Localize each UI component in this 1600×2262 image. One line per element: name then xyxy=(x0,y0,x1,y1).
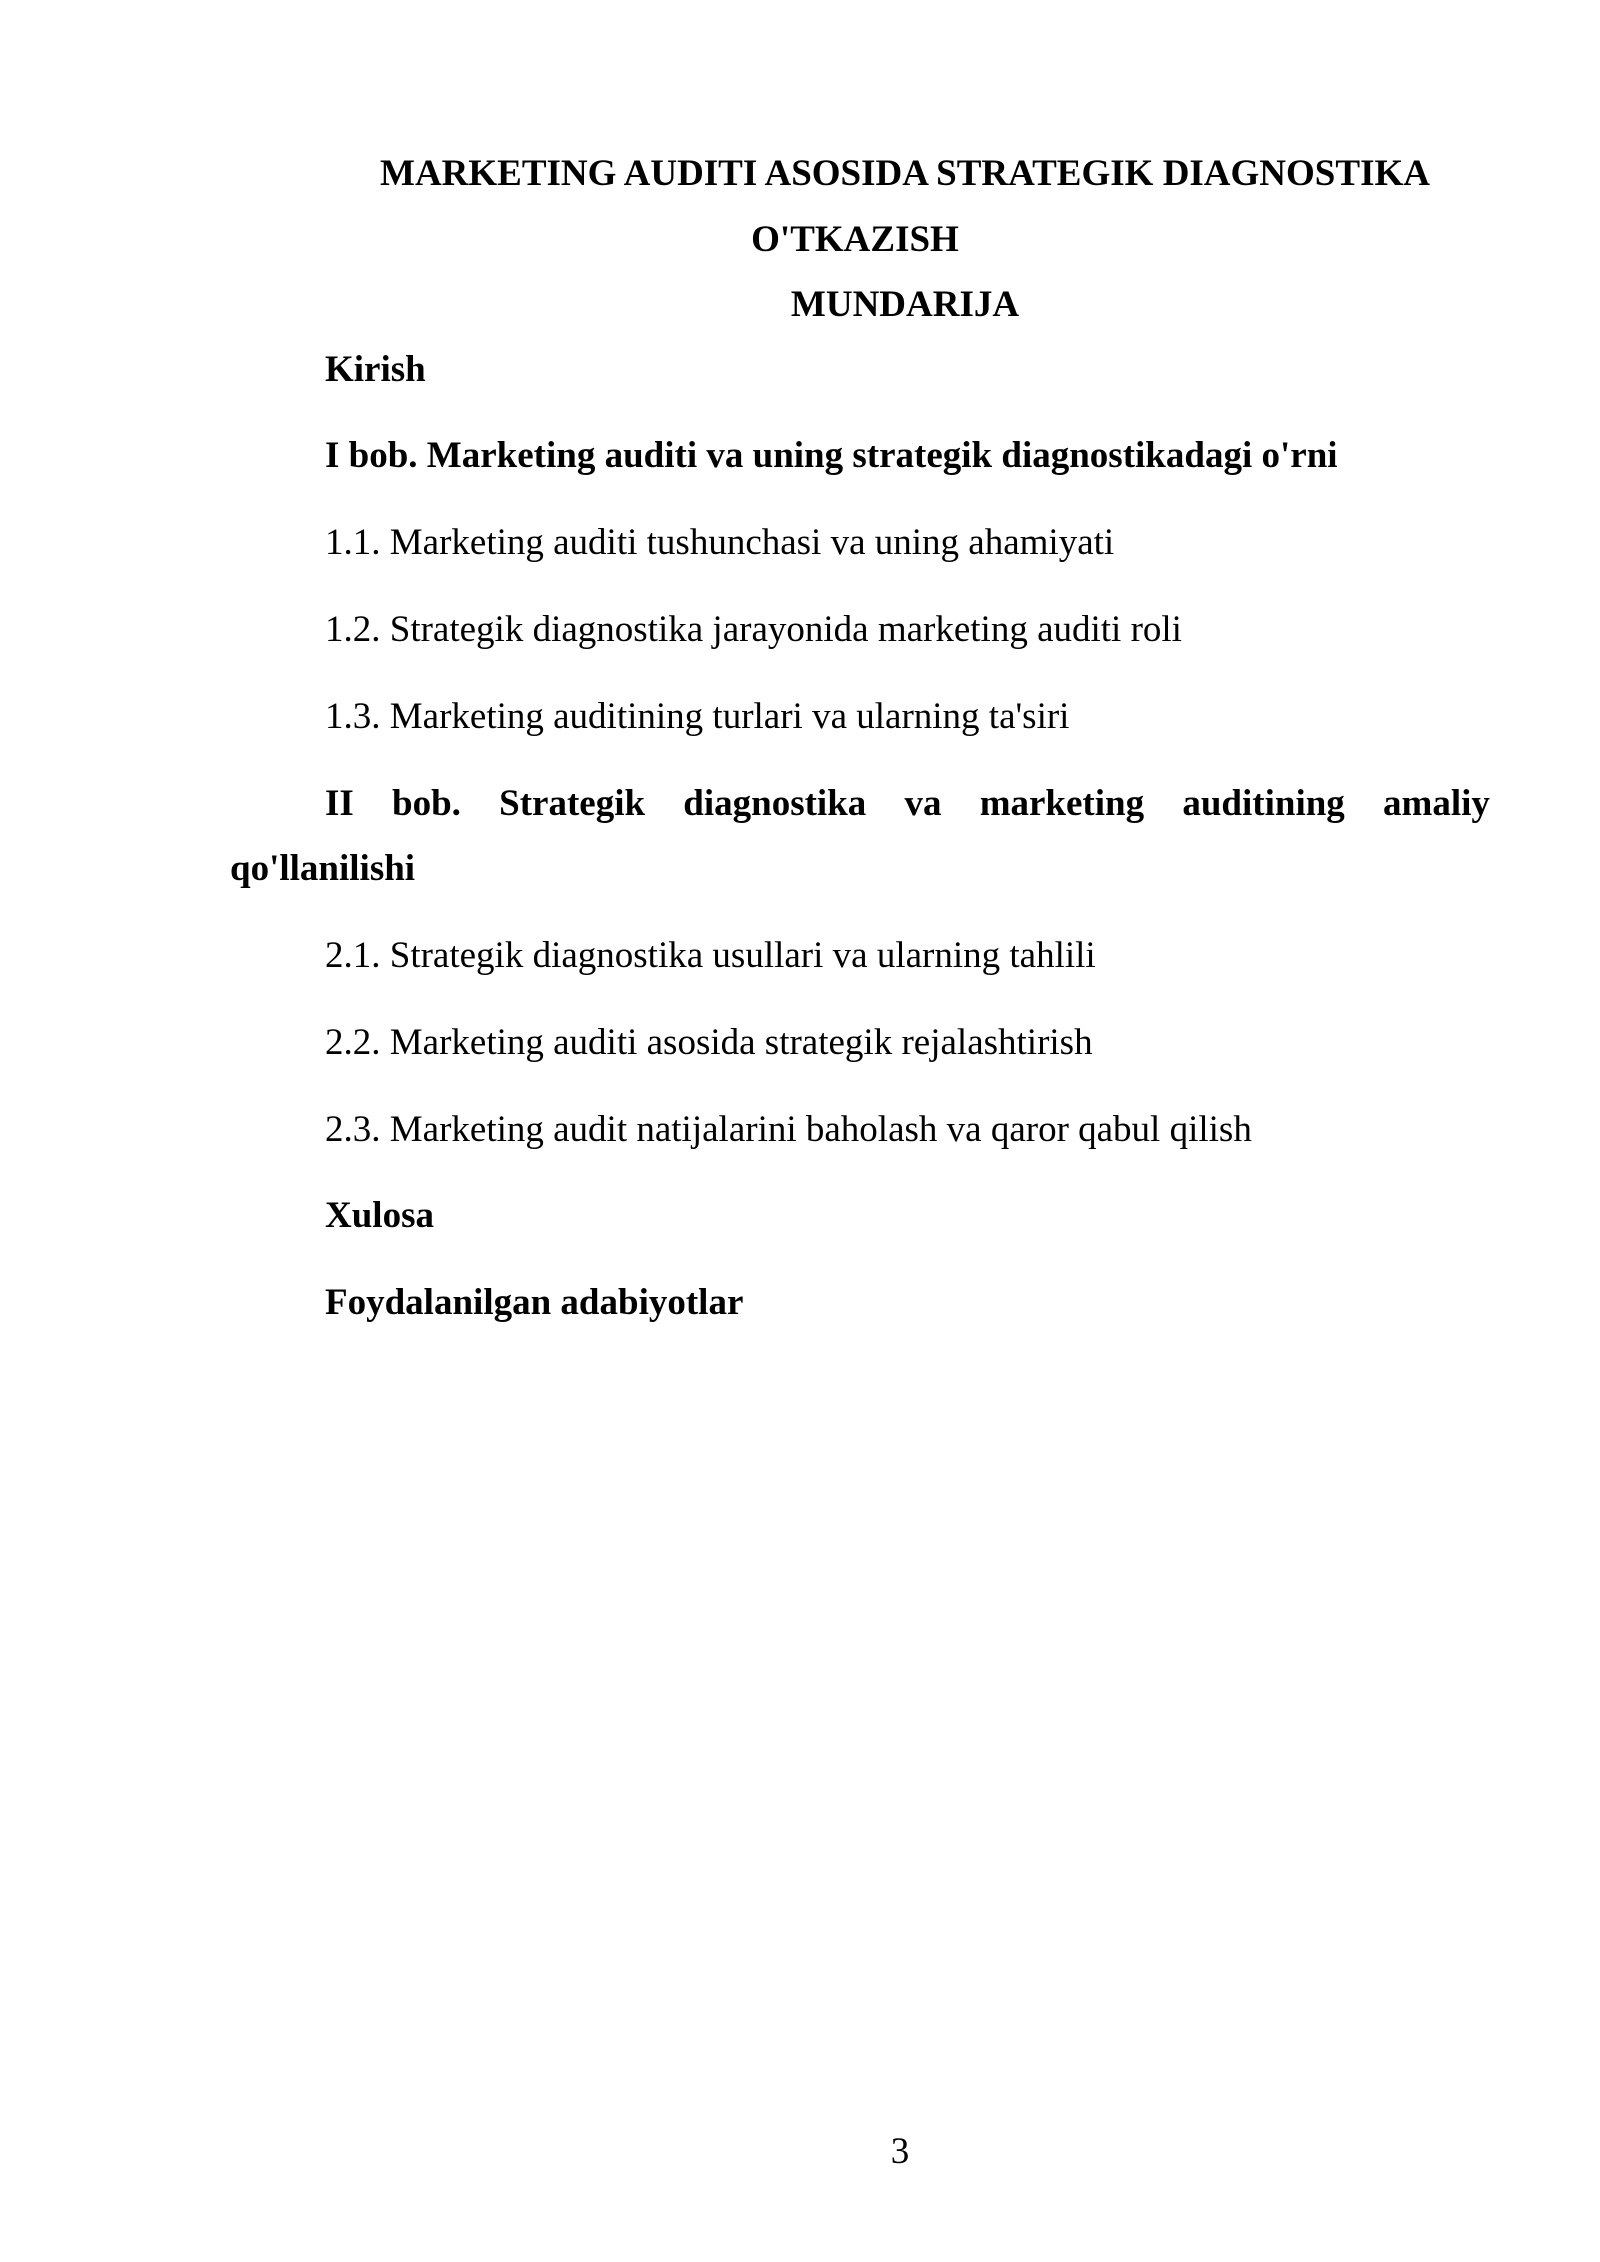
toc-item-references: Foydalanilgan adabiyotlar xyxy=(325,1282,744,1323)
document-title-line-2: O'TKAZISH xyxy=(751,219,959,260)
toc-item-intro: Kirish xyxy=(325,349,426,390)
toc-item-conclusion: Xulosa xyxy=(325,1195,434,1236)
toc-item-section-1-1: 1.1. Marketing auditi tushunchasi va uning ahamiyati xyxy=(325,522,1115,563)
toc-chapter-2-word: amaliy xyxy=(1383,783,1490,824)
toc-chapter-2-word: Strategik xyxy=(499,783,646,824)
toc-item-chapter-2 xyxy=(325,782,1490,826)
page-number: 3 xyxy=(890,2131,910,2172)
toc-item-section-1-2: 1.2. Strategik diagnostika jarayonida marketing auditi roli xyxy=(325,609,1182,650)
toc-item-section-2-3: 2.3. Marketing audit natijalarini baholash va qaror qabul qilish xyxy=(325,1109,1252,1150)
toc-item-chapter-2-continuation: qo'llanilishi xyxy=(230,848,416,889)
toc-chapter-2-word: marketing xyxy=(979,783,1145,824)
toc-item-section-1-3: 1.3. Marketing auditining turlari va ularning ta'siri xyxy=(325,696,1070,737)
toc-item-chapter-1: I bob. Marketing auditi va uning strategik diagnostikadagi o'rni xyxy=(325,435,1338,476)
toc-chapter-2-word: II xyxy=(325,783,354,824)
document-title-line-1: MARKETING AUDITI ASOSIDA STRATEGIK DIAGNOSTIKA xyxy=(380,153,1430,194)
toc-chapter-2-word: auditining xyxy=(1182,783,1345,824)
toc-chapter-2-word: va xyxy=(904,783,942,824)
toc-chapter-2-word: diagnostika xyxy=(683,783,867,824)
toc-chapter-2-word: bob. xyxy=(392,783,461,824)
toc-heading: MUNDARIJA xyxy=(790,284,1020,325)
toc-item-section-2-1: 2.1. Strategik diagnostika usullari va ularning tahlili xyxy=(325,935,1096,976)
toc-item-section-2-2: 2.2. Marketing auditi asosida strategik rejalashtirish xyxy=(325,1022,1093,1063)
